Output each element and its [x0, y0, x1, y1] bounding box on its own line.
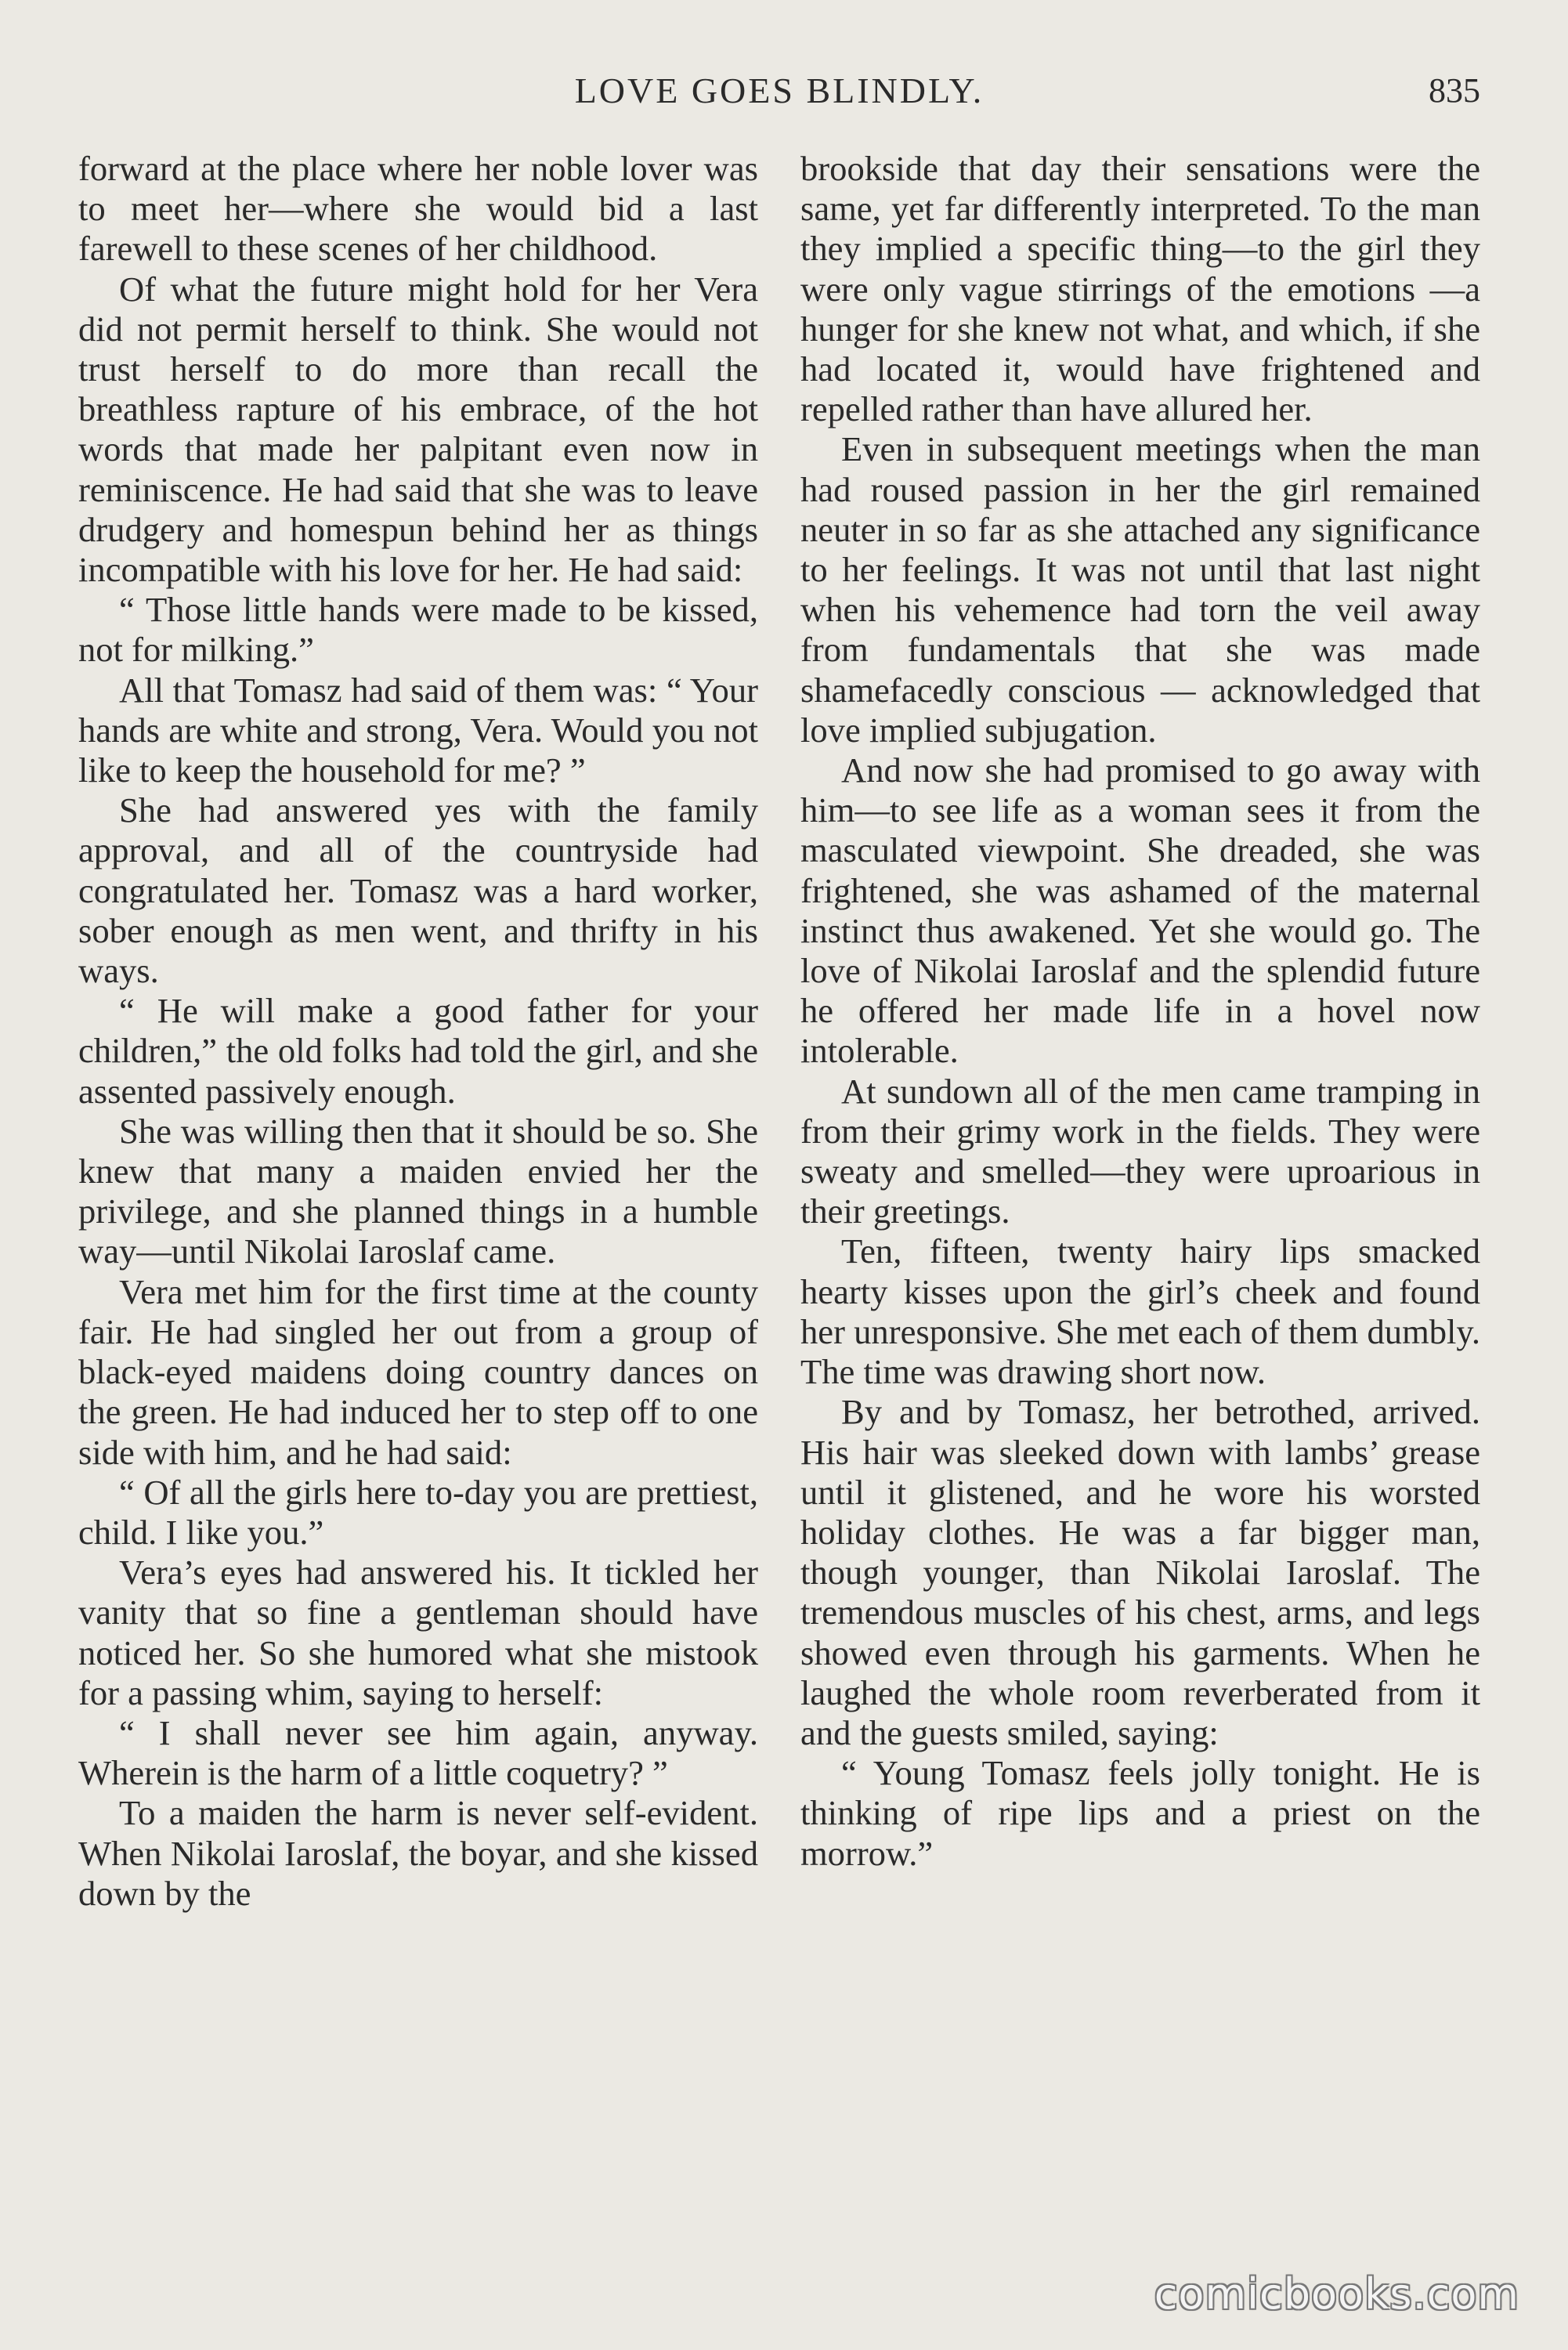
paragraph: And now she had promised to go away with him—to see life as a woman sees it from the masculated viewpoint. She dreaded, she was frightened, she was ashamed of the maternal instinct thus awakened. Yet she would go. The love of Nikolai Iaroslaf and the splendid future he offered her made life in a hovel now intolerable. [800, 750, 1480, 1071]
right-column [800, 149, 1480, 1874]
paragraph: Vera met him for the first time at the county fair. He had singled her out from a group of black-eyed maidens doing country dances on the green. He had induced her to step off to one side with him, and he had said: [78, 1271, 758, 1472]
left-column [78, 149, 758, 1914]
paragraph: At sundown all of the men came tramping in from their grimy work in the fields. They were sweaty and smelled—they were uproarious in their greetings. [800, 1071, 1480, 1231]
page-number: 835 [1429, 71, 1480, 110]
paragraph: She had answered yes with the family approval, and all of the countryside had congratulated her. Tomasz was a hard worker, sober enough as men went, and thrifty in his ways. [78, 790, 758, 991]
paragraph: She was willing then that it should be so. She knew that many a maiden envied her the privilege, and she planned things in a humble way—until Nikolai Iaroslaf came. [78, 1111, 758, 1271]
paragraph: To a maiden the harm is never self-evident. When Nikolai Iaroslaf, the boyar, and she kissed down by the [78, 1793, 758, 1913]
paragraph: Ten, fifteen, twenty hairy lips smacked hearty kisses upon the girl’s cheek and found her unresponsive. She met each of them dumbly. The time was drawing short now. [800, 1231, 1480, 1392]
paragraph: “ I shall never see him again, anyway. Wherein is the harm of a little coquetry? ” [78, 1712, 758, 1793]
paragraph: brookside that day their sensations were the same, yet far differently interpreted. To the man they implied a specific thing—to the girl they were only vague stirrings of the emotions —a hunger for she knew not what, and which, if she had located it, would have frightened and repelled rather than have allured her. [800, 149, 1480, 429]
page-header [78, 67, 1480, 122]
running-title: LOVE GOES BLINDLY. [574, 70, 985, 110]
paragraph: Of what the future might hold for her Vera did not permit herself to think. She would not trust herself to do more than recall the breathless rapture of his embrace, of the hot words that made her palpitant even now in reminiscence. He had said that she was to leave drudgery and homespun behind her as things incompatible with his love for her. He had said: [78, 269, 758, 590]
paragraph: “ He will make a good father for your children,” the old folks had told the girl, and she assented passively enough. [78, 991, 758, 1111]
paragraph: “ Of all the girls here to-day you are prettiest, child. I like you.” [78, 1472, 758, 1552]
paragraph: Even in subsequent meetings when the man had roused passion in her the girl remained neuter in so far as she attached any significance to her feelings. It was not until that last night when his vehemence had torn the veil away from fundamentals that she was made shamefacedly conscious — acknowledged that love implied subjugation. [800, 429, 1480, 750]
paragraph: “ Young Tomasz feels jolly tonight. He is thinking of ripe lips and a priest on the morrow.” [800, 1753, 1480, 1873]
paragraph: “ Those little hands were made to be kissed, not for milking.” [78, 590, 758, 670]
paragraph: forward at the place where her noble lover was to meet her—where she would bid a last farewell to these scenes of her childhood. [78, 149, 758, 269]
watermark-logo: comicbooks.com [1154, 2269, 1519, 2319]
paragraph: Vera’s eyes had answered his. It tickled her vanity that so fine a gentleman should have noticed her. So she humored what she mistook for a passing whim, saying to herself: [78, 1553, 758, 1712]
paragraph: All that Tomasz had said of them was: “ Your hands are white and strong, Vera. Would you not like to keep the household for me? ” [78, 670, 758, 790]
paragraph: By and by Tomasz, her betrothed, arrived. His hair was sleeked down with lambs’ grease until it glistened, and he wore his worsted holiday clothes. He was a far bigger man, though younger, than Nikolai Iaroslaf. The tremendous muscles of his chest, arms, and legs showed even through his garments. When he laughed the whole room reverberated from it and the guests smiled, saying: [800, 1392, 1480, 1752]
